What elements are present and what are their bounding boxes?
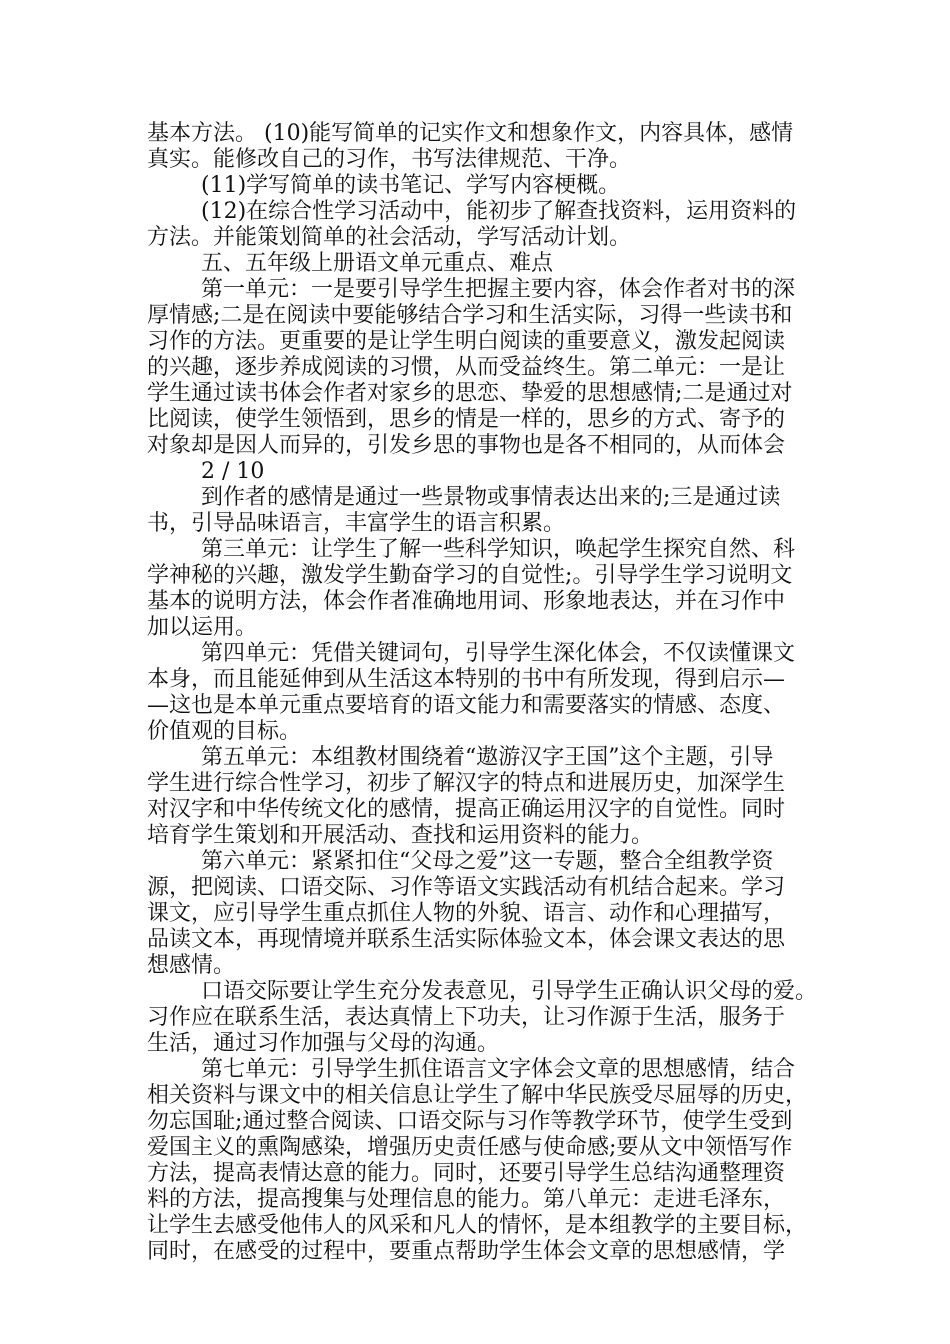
text-line: 方法，提高表情达意的能力。同时，还要引导学生总结沟通整理资 xyxy=(147,1161,786,1186)
text-line: 生活，通过习作加强与父母的沟通。 xyxy=(147,1031,500,1056)
text-line: 相关资料与课文中的相关信息让学生了解中华民族受尽屈辱的历史， xyxy=(147,1083,808,1108)
text-line: 第三单元：让学生了解一些科学知识，唤起学生探究自然、科 xyxy=(201,537,796,562)
text-line: 料的方法，提高搜集与处理信息的能力。第八单元：走进毛泽东， xyxy=(147,1187,786,1212)
text-line: 对汉字和中华传统文化的感情，提高正确运用汉字的自觉性。同时 xyxy=(147,797,786,822)
text-line: 厚情感;二是在阅读中要能够结合学习和生活实际，习得一些读书和 xyxy=(147,303,793,328)
text-line: 第七单元：引导学生抓住语言文字体会文章的思想感情，结合 xyxy=(201,1057,796,1082)
text-line: 想感情。 xyxy=(147,953,236,978)
text-line: 学生通过读书体会作者对家乡的思恋、挚爱的思想感情;二是通过对 xyxy=(147,381,793,406)
text-line: 源，把阅读、口语交际、习作等语文实践活动有机结合起来。学习 xyxy=(147,875,786,900)
text-line: 课文，应引导学生重点抓住人物的外貌、语言、动作和心理描写， xyxy=(147,901,786,926)
text-line: 比阅读，使学生领悟到，思乡的情是一样的，思乡的方式、寄予的 xyxy=(147,407,786,432)
text-line: 第五单元：本组教材围绕着“遨游汉字王国”这个主题，引导 xyxy=(201,745,774,770)
text-line: —这也是本单元重点要培育的语文能力和需要落实的情感、态度、 xyxy=(147,693,786,718)
document-page xyxy=(147,121,827,1265)
text-line: 对象却是因人而异的，引发乡思的事物也是各不相同的，从而体会 xyxy=(147,433,786,458)
text-line: 口语交际要让学生充分发表意见，引导学生正确认识父母的爱。 xyxy=(201,979,818,1004)
text-line: 让学生去感受他伟人的风采和凡人的情怀，是本组教学的主要目标， xyxy=(147,1213,808,1238)
text-line: (11)学写简单的读书笔记、学写内容梗概。 xyxy=(201,173,621,198)
text-line: 第四单元：凭借关键词句，引导学生深化体会，不仅读懂课文 xyxy=(201,641,796,666)
text-line: 勿忘国耻;通过整合阅读、口语交际与习作等教学环节，使学生受到 xyxy=(147,1109,793,1134)
text-line: 基本方法。 (10)能写简单的记实作文和想象作文，内容具体，感情 xyxy=(147,121,794,146)
text-line: 习作应在联系生活，表达真情上下功夫，让习作源于生活，服务于 xyxy=(147,1005,786,1030)
text-line: 五、五年级上册语文单元重点、难点 xyxy=(201,251,554,276)
text-line: 方法。并能策划简单的社会活动，学写活动计划。 xyxy=(147,225,632,250)
text-line: 价值观的目标。 xyxy=(147,719,302,744)
text-line: 习作的方法。更重要的是让学生明白阅读的重要意义，激发起阅读 xyxy=(147,329,786,354)
text-line: 到作者的感情是通过一些景物或事情表达出来的;三是通过读 xyxy=(201,485,781,510)
text-line: 同时，在感受的过程中，要重点帮助学生体会文章的思想感情，学 xyxy=(147,1239,786,1264)
text-line: 本身，而且能延伸到从生活这本特别的书中有所发现，得到启示— xyxy=(147,667,786,692)
text-line: 品读文本，再现情境并联系生活实际体验文本，体会课文表达的思 xyxy=(147,927,786,952)
text-line: 第一单元：一是要引导学生把握主要内容，体会作者对书的深 xyxy=(201,277,796,302)
text-line: 学神秘的兴趣，激发学生勤奋学习的自觉性;。引导学生学习说明文 xyxy=(147,563,793,588)
text-line: 书，引导品味语言，丰富学生的语言积累。 xyxy=(147,511,566,536)
text-line: 学生进行综合性学习，初步了解汉字的特点和进展历史，加深学生 xyxy=(147,771,786,796)
text-line: 培育学生策划和开展活动、查找和运用资料的能力。 xyxy=(147,823,654,848)
text-line: 基本的说明方法，体会作者准确地用词、形象地表达，并在习作中 xyxy=(147,589,786,614)
text-line: 的兴趣，逐步养成阅读的习惯，从而受益终生。第二单元：一是让 xyxy=(147,355,786,380)
text-line: 爱国主义的熏陶感染，增强历史责任感与使命感;要从文中领悟写作 xyxy=(147,1135,793,1160)
text-line: 加以运用。 xyxy=(147,615,258,640)
page-number: 2 / 10 xyxy=(201,459,265,484)
text-line: 第六单元：紧紧扣住“父母之爱”这一专题，整合全组教学资 xyxy=(201,849,774,874)
text-line: 真实。能修改自己的习作，书写法律规范、干净。 xyxy=(147,147,632,172)
text-line: (12)在综合性学习活动中，能初步了解查找资料，运用资料的 xyxy=(201,199,797,224)
